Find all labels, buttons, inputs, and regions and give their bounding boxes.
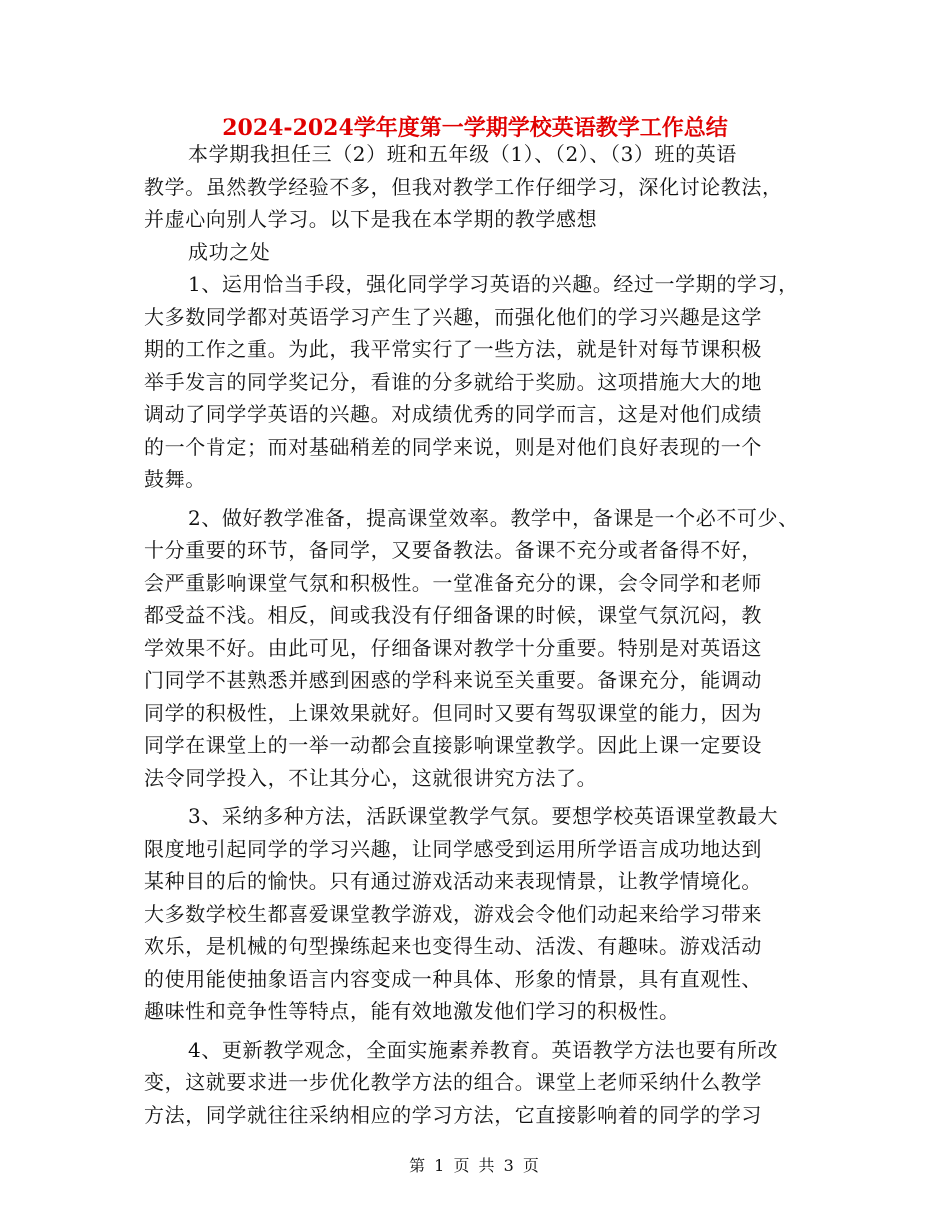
- paragraph-line: 的一个肯定；而对基础稍差的同学来说，则是对他们良好表现的一个: [144, 434, 762, 459]
- paragraph-line: 的使用能使抽象语言内容变成一种具体、形象的情景，具有直观性、: [144, 966, 762, 991]
- paragraph-line: 期的工作之重。为此，我平常实行了一些方法，就是针对每节课积极: [144, 337, 762, 361]
- paragraph-line: 某种目的后的愉快。只有通过游戏活动来表现情景，让教学情境化。: [144, 869, 762, 893]
- paragraph-line: 4、更新教学观念，全面实施素养教育。英语教学方法也要有所改: [188, 1037, 779, 1062]
- paragraph-line: 欢乐，是机械的句型操练起来也变得生动、活泼、有趣味。游戏活动: [144, 934, 762, 958]
- page-footer: 第 1 页 共 3 页: [409, 1156, 541, 1175]
- paragraph-line: 十分重要的环节，备同学，又要备教法。备课不充分或者备得不好，: [144, 538, 762, 562]
- paragraph-line: 鼓舞。: [144, 467, 206, 491]
- paragraph-line: 同学的积极性，上课效果就好。但同时又要有驾驭课堂的能力，因为: [144, 700, 762, 725]
- paragraph-line: 学效果不好。由此可见，仔细备课对教学十分重要。特别是对英语这: [144, 635, 762, 660]
- document-body: [144, 138, 824, 1131]
- paragraph-line: 调动了同学学英语的兴趣。对成绩优秀的同学而言，这是对他们成绩: [144, 402, 762, 426]
- section-heading: 成功之处: [188, 239, 271, 264]
- paragraph-line: 同学在课堂上的一举一动都会直接影响课堂教学。因此上课一定要设: [144, 733, 762, 757]
- paragraph-line: 变，这就要求进一步优化教学方法的组合。课堂上老师采纳什么教学: [144, 1070, 762, 1094]
- paragraph-line: 法令同学投入，不让其分心，这就很讲究方法了。: [144, 765, 598, 790]
- paragraph-line: 门同学不甚熟悉并感到困惑的学科来说至关重要。备课充分，能调动: [144, 668, 762, 692]
- paragraph-line: 本学期我担任三（2）班和五年级（1）、（2）、（3）班的英语: [188, 142, 737, 166]
- paragraph-line: 会严重影响课堂气氛和积极性。一堂准备充分的课，会令同学和老师: [144, 570, 762, 595]
- document-title: 2024-2024学年度第一学期学校英语教学工作总结: [222, 115, 728, 141]
- paragraph-line: 举手发言的同学奖记分，看谁的分多就给于奖励。这项措施大大的地: [144, 369, 762, 394]
- paragraph-line: 大多数学校生都喜爱课堂教学游戏，游戏会令他们动起来给学习带来: [144, 901, 762, 926]
- paragraph-line: 并虚心向别人学习。以下是我在本学期的教学感想: [144, 207, 598, 231]
- paragraph-line: 限度地引起同学的学习兴趣，让同学感受到运用所学语言成功地达到: [144, 836, 762, 861]
- paragraph-line: 方法，同学就往往采纳相应的学习方法，它直接影响着的同学的学习: [144, 1102, 762, 1127]
- paragraph-line: 都受益不浅。相反，间或我没有仔细备课的时候，课堂气氛沉闷，教: [144, 603, 762, 627]
- paragraph-line: 2、做好教学准备，提高课堂效率。教学中，备课是一个必不可少、: [188, 505, 799, 530]
- paragraph-line: 趣味性和竞争性等特点，能有效地激发他们学习的积极性。: [144, 999, 680, 1023]
- paragraph-line: 1、运用恰当手段，强化同学学习英语的兴趣。经过一学期的学习，: [188, 272, 799, 296]
- paragraph-line: 教学。虽然教学经验不多，但我对教学工作仔细学习，深化讨论教法，: [144, 174, 783, 199]
- paragraph-line: 3、采纳多种方法，活跃课堂教学气氛。要想学校英语课堂教最大: [188, 804, 779, 828]
- paragraph-line: 大多数同学都对英语学习产生了兴趣，而强化他们的学习兴趣是这学: [144, 304, 762, 329]
